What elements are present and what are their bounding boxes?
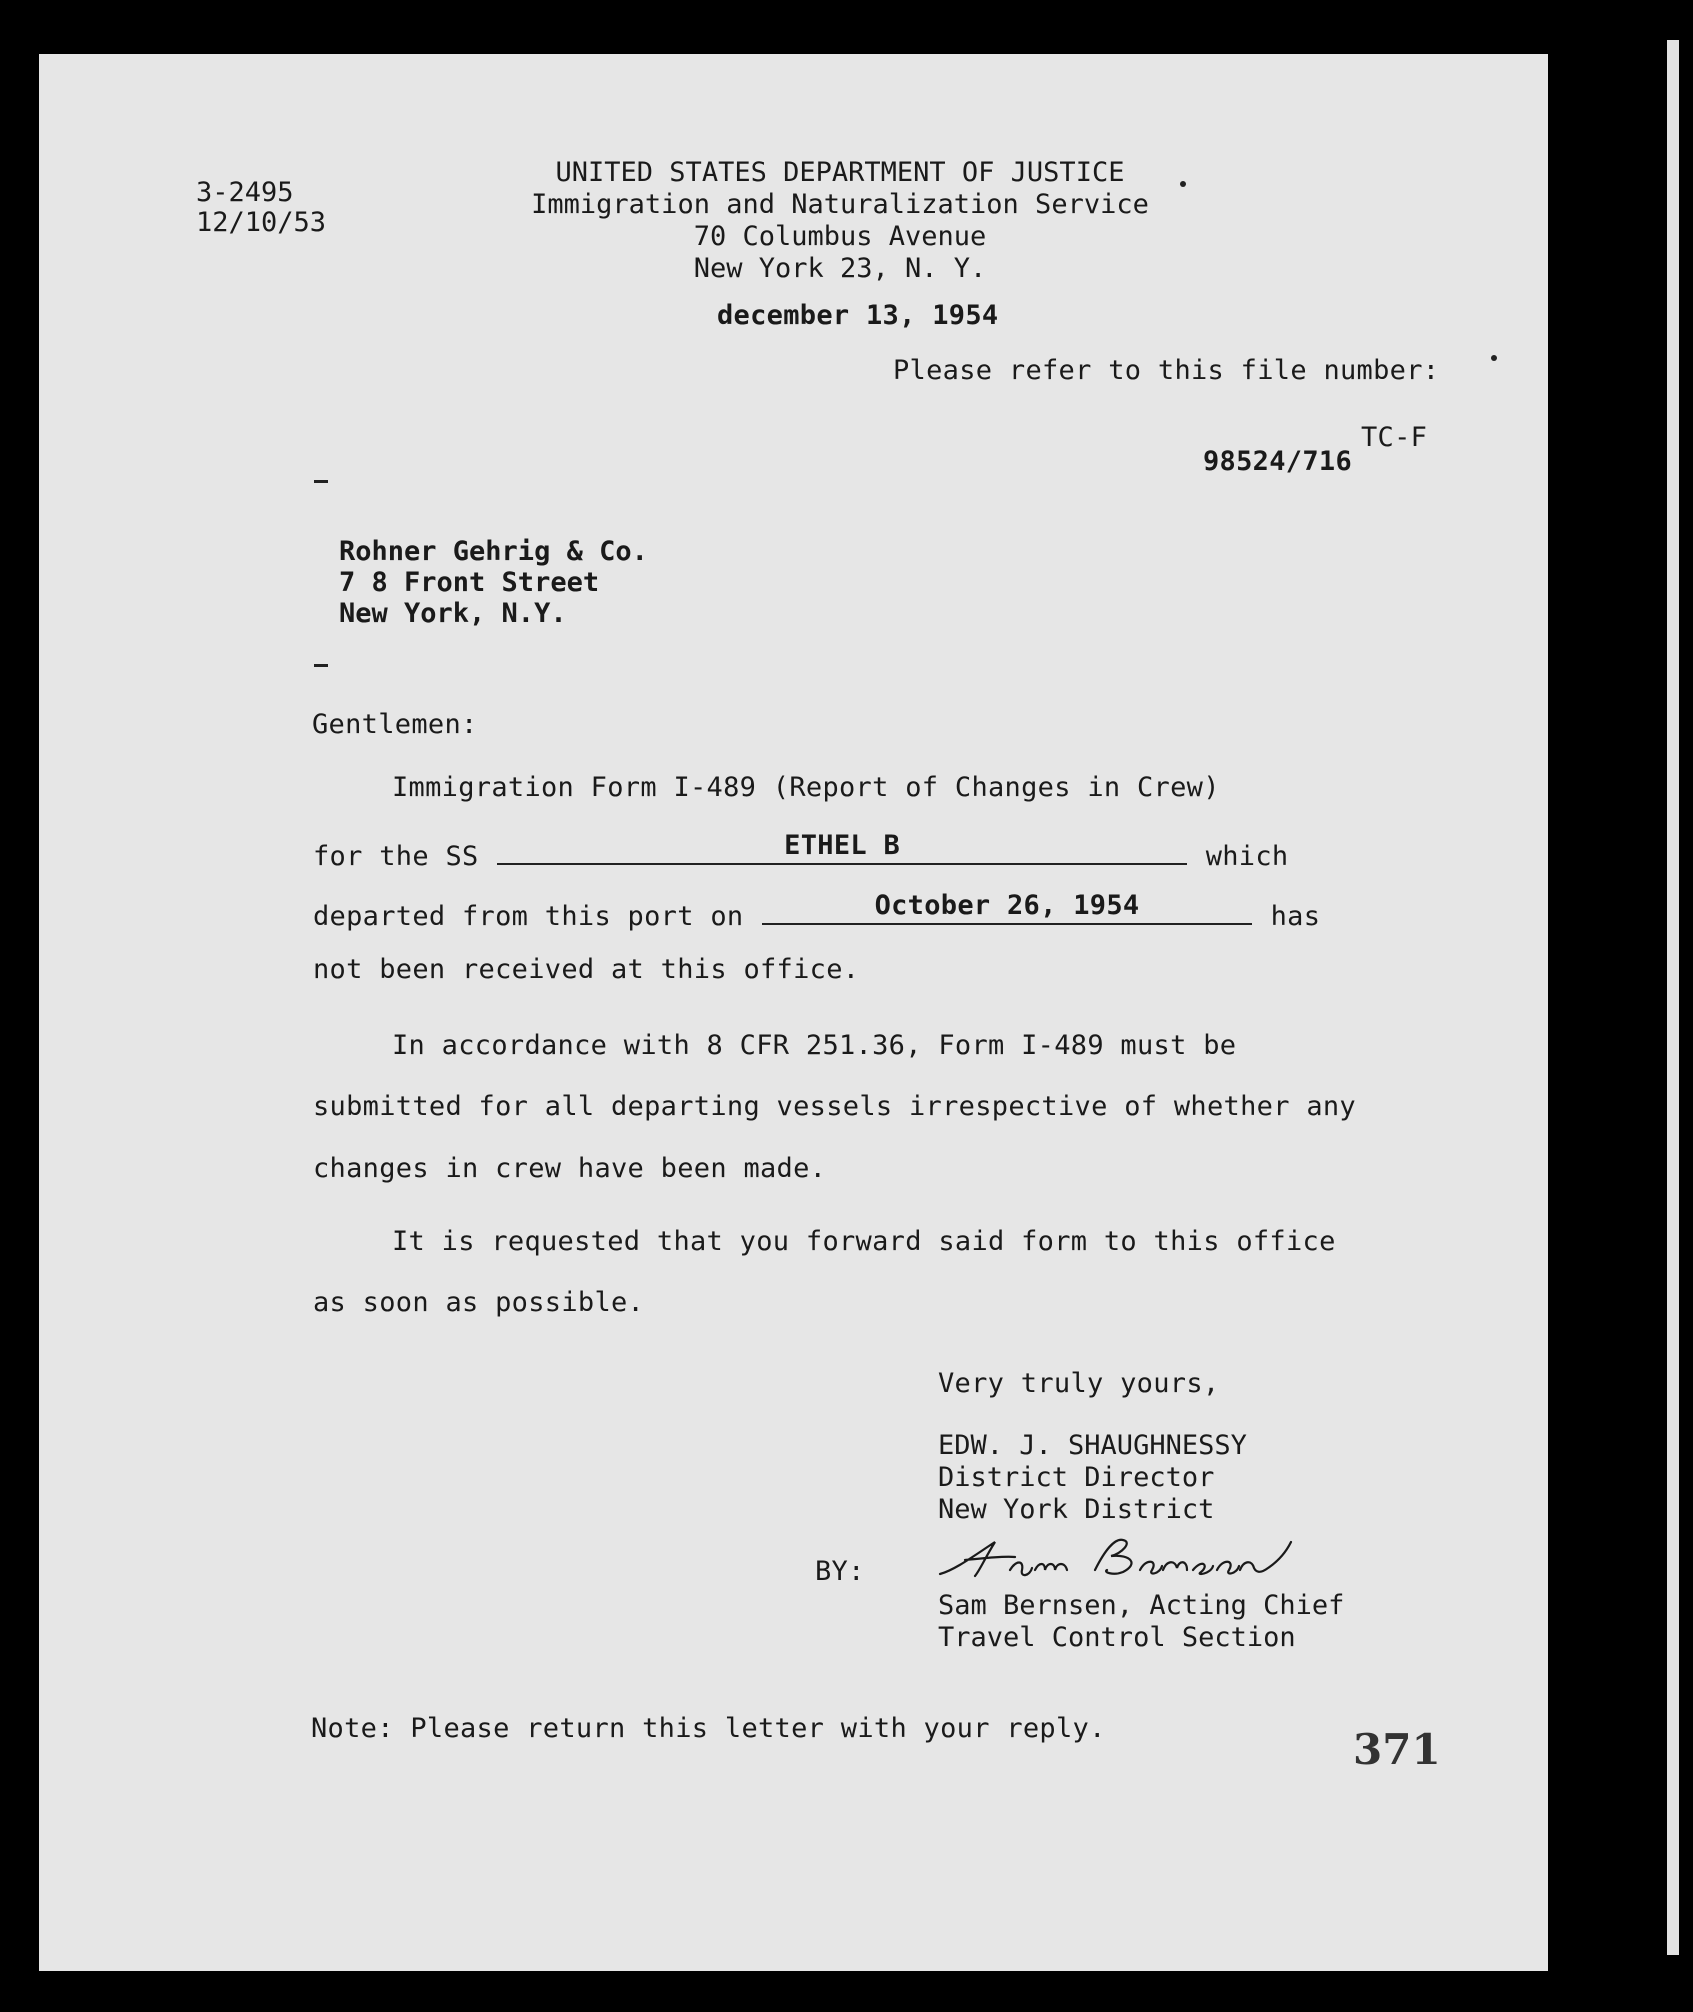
director-title: District Director <box>938 1462 1215 1493</box>
letterhead-service: Immigration and Naturalization Service <box>531 189 1149 220</box>
handwritten-signature <box>935 1530 1325 1590</box>
para2-line1: In accordance with 8 CFR 251.36, Form I-489 must be <box>392 1030 1237 1061</box>
letterhead <box>500 157 1180 285</box>
para1-line2 <box>313 830 1289 872</box>
departure-date: October 26, 1954 <box>874 890 1140 921</box>
director-block <box>938 1430 1247 1526</box>
director-district: New York District <box>938 1494 1215 1525</box>
departure-date-blank <box>762 890 1252 925</box>
file-number: 98524/716 <box>1203 446 1352 477</box>
vessel-blank <box>497 830 1187 865</box>
signer-block <box>938 1590 1344 1654</box>
page-number: 371 <box>1353 1725 1441 1774</box>
para2-line3: changes in crew have been made. <box>313 1153 827 1184</box>
mark-dot <box>1491 355 1497 361</box>
para1-line2-suffix: which <box>1205 841 1289 872</box>
para2-line2: submitted for all departing vessels irrespective of whether any <box>313 1091 1356 1122</box>
addressee-company: Rohner Gehrig & Co. <box>339 536 648 567</box>
by-label: BY: <box>815 1556 865 1587</box>
para1-line3 <box>313 890 1321 932</box>
para1-line3-prefix: departed from this port on <box>313 901 744 932</box>
file-reference-date: 12/10/53 <box>196 207 327 238</box>
refer-text: Please refer to this file number: <box>893 355 1440 386</box>
signer-section: Travel Control Section <box>938 1622 1296 1653</box>
letter-page <box>39 54 1548 1971</box>
vessel-name: ETHEL B <box>784 830 901 861</box>
file-reference-line: 3-2495 <box>196 177 294 208</box>
director-name: EDW. J. SHAUGHNESSY <box>938 1430 1247 1461</box>
para1-line4: not been received at this office. <box>313 954 860 985</box>
file-reference <box>196 178 326 238</box>
letter-date: december 13, 1954 <box>717 300 999 331</box>
signature-drawing <box>935 1530 1325 1590</box>
addressee-street: 7 8 Front Street <box>339 567 600 598</box>
para3-line2: as soon as possible. <box>313 1287 645 1318</box>
para1-line2-prefix: for the SS <box>313 841 479 872</box>
file-code: TC-F <box>1361 422 1428 453</box>
address-bracket-bottom <box>314 664 328 667</box>
letterhead-city: New York 23, N. Y. <box>693 253 987 284</box>
note: Note: Please return this letter with your reply. <box>311 1713 1106 1744</box>
address-bracket-top <box>314 480 328 483</box>
mark-dot <box>1180 181 1186 187</box>
para1-line1: Immigration Form I-489 (Report of Changes in Crew) <box>392 772 1220 803</box>
addressee-block <box>339 536 648 629</box>
letterhead-department: UNITED STATES DEPARTMENT OF JUSTICE <box>555 157 1125 188</box>
closing: Very truly yours, <box>938 1368 1220 1399</box>
para1-line3-suffix: has <box>1270 901 1321 932</box>
scan-edge <box>1667 40 1679 1955</box>
addressee-city: New York, N.Y. <box>339 598 567 629</box>
signer-name: Sam Bernsen, Acting Chief <box>938 1590 1345 1621</box>
para3-line1: It is requested that you forward said form to this office <box>392 1226 1336 1257</box>
salutation: Gentlemen: <box>312 709 478 740</box>
letterhead-street: 70 Columbus Avenue <box>693 221 987 252</box>
